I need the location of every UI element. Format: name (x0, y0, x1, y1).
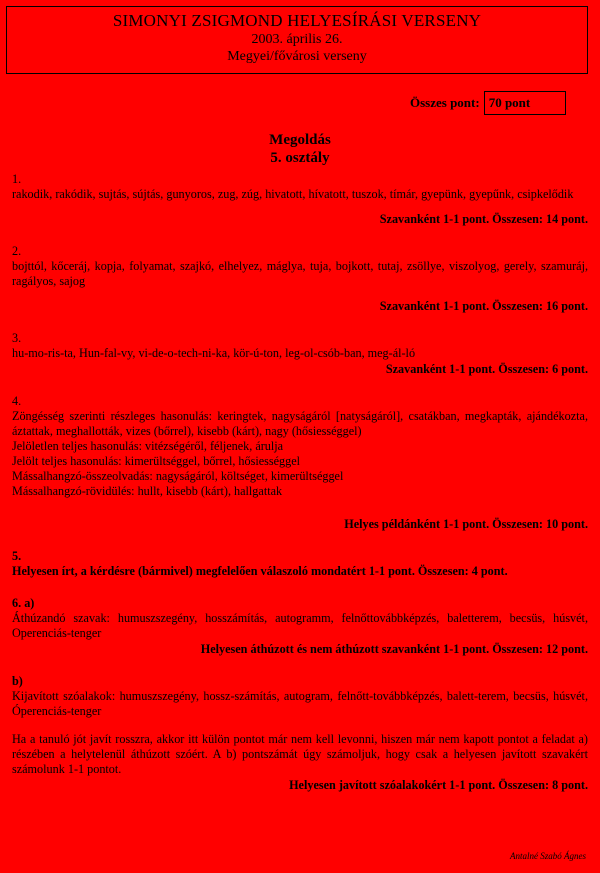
section-score: Helyesen javított szóalakokért 1-1 pont. Összesen: 8 pont. (289, 778, 588, 792)
section-line: Jelöletlen teljes hasonulás: vitézségéről, féljenek, árulja (12, 439, 284, 453)
section-score: Helyesen áthúzott és nem áthúzott szavanként 1-1 pont. Összesen: 12 pont. (200, 642, 588, 656)
section-3 (12, 331, 588, 377)
section-number: 6. a) (12, 596, 35, 610)
section-score: Szavanként 1-1 pont. Összesen: 16 pont. (379, 299, 588, 313)
section-1 (12, 172, 588, 227)
section-4 (12, 394, 588, 532)
section-number: b) (12, 674, 23, 688)
solutions (12, 172, 588, 793)
section-number: 3. (12, 331, 22, 345)
section-number: 5. (12, 549, 22, 563)
section-score: Helyes példánként 1-1 pont. Összesen: 10 pont. (344, 517, 588, 531)
section-number: 4. (12, 394, 22, 408)
section-score: Szavanként 1-1 pont. Összesen: 14 pont. (379, 212, 588, 226)
section-note: Ha a tanuló jót javít rosszra, akkor itt külön pontot már nem kell levonni, hiszen már nem kapott pontot a feladat a) részében a helytelenül áthúzott szóért. A b) pontszámát úgy számoljuk, hogy csak a helyesen javított szavakért számolunk 1-1 pontot. (12, 732, 588, 776)
section-line: Mássalhangzó-összeolvadás: nagyságáról, költséget, kimerültséggel (12, 469, 344, 483)
section-line: Jelölt teljes hasonulás: kimerültséggel, bőrrel, hősiességgel (12, 454, 301, 468)
section-text: Áthúzandó szavak: humuszszegény, hosszámítás, autogramm, felnőttovábbképzés, baletterem, becsüs, húsvét, Operenciás-tenger (12, 611, 588, 640)
section-text: Kijavított szóalakok: humuszszegény, hossz-számítás, autogram, felnőtt-továbbképzés, balett-terem, becsüs, húsvét, Óperenciás-tenger (12, 689, 588, 718)
page-title: Megoldás (269, 132, 331, 148)
section-6a (12, 596, 588, 657)
competition-date: 2003. április 26. (251, 32, 343, 47)
section-number: 1. (12, 172, 22, 186)
competition-title: SIMONYI ZSIGMOND HELYESÍRÁSI VERSENY (112, 11, 482, 30)
competition-level: Megyei/fővárosi verseny (227, 49, 367, 64)
author-signature: Antalné Szabó Ágnes (510, 851, 586, 861)
section-line: Zöngésség szerinti részleges hasonulás: keringtek, nagyságáról [natyságáról], csatákban, megkapták, ajándékozta, áztattak, meghallották, vizes (bőrrel), kisebb (kárt), nagy (hősiességgel) (12, 409, 588, 438)
total-score-label: Összes pont: (410, 95, 480, 110)
section-score: Helyesen írt, a kérdésre (bármivel) megfelelően válaszoló mondatért 1-1 pont. Összesen: 4 pont. (12, 564, 508, 578)
section-line: Mássalhangzó-rövidülés: hullt, kisebb (kárt), hallgattak (12, 484, 283, 498)
section-6b (12, 674, 588, 793)
total-score-box: 70 pont (484, 91, 566, 115)
header-box (6, 6, 588, 74)
grade-title: 5. osztály (270, 150, 330, 166)
total-score-row (410, 90, 566, 116)
section-2 (12, 244, 588, 314)
section-text: bojttól, kőceráj, kopja, folyamat, szajkó, elhelyez, máglya, tuja, bojkott, tutaj, zsöllye, viszolyog, gerely, szamuráj, ragályos, sajog (12, 259, 588, 288)
section-score: Szavanként 1-1 pont. Összesen: 6 pont. (385, 362, 588, 376)
section-text: hu-mo-ris-ta, Hun-fal-vy, vi-de-o-tech-ni-ka, kör-ú-ton, leg-ol-csób-ban, meg-ál-ló (12, 346, 416, 360)
section-number: 2. (12, 244, 22, 258)
section-5 (12, 549, 588, 579)
section-text: rakodik, rakódik, sujtás, sújtás, gunyoros, zug, zúg, hivatott, hívatott, tuszok, tímár, gyepünk, gyepűnk, csipkelődik (12, 187, 574, 201)
